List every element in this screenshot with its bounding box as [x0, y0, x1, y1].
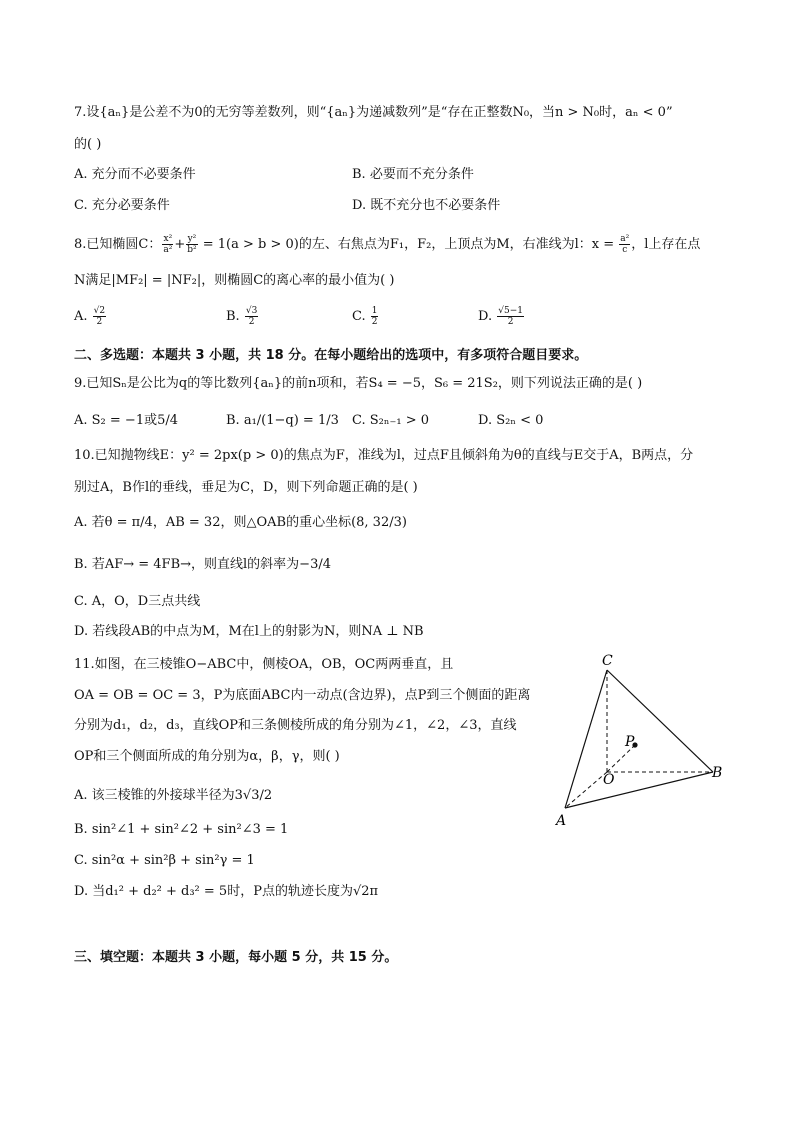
q8-stem-part-a: 8.已知椭圆C： — [74, 237, 162, 252]
q8-stem-line1: 8.已知椭圆C： $\frac{\text{x²}}{\text{a²}}$ + $\frac{\text{y²}}{\text{b²}}$ = 1(a > b > 0)的左、右焦点为F₁，F₂，上顶点为M，右准线为l：x = $\frac{\text{a²}}{c}$ ，l上存在点 — [74, 234, 701, 255]
q11-stem-line2: OA = OB = OC = 3，P为底面ABC内一动点(含边界)，点P到三个侧面的距离 — [74, 688, 531, 703]
q8-stem-part-c: ，l上存在点 — [631, 237, 701, 252]
label-o: O — [603, 772, 615, 788]
q10-option-d: D. 若线段AB的中点为M，M在l上的射影为N，则NA ⊥ NB — [74, 624, 424, 639]
q7-option-c: C. 充分必要条件 — [74, 198, 170, 213]
q10-option-a: A. 若θ = π/4，AB = 32，则△OAB的重心坐标(8, 32/3) — [74, 515, 407, 530]
q8-frac-y2b2: $\frac{\text{y²}}{\text{b²}}$ — [187, 234, 197, 255]
q8-frac-x2a2: $\frac{\text{x²}}{\text{a²}}$ — [163, 234, 173, 255]
section-3-header: 三、填空题：本题共 3 小题，每小题 5 分，共 15 分。 — [74, 950, 398, 965]
q11-stem-line1: 11.如图，在三棱锥O−ABC中，侧棱OA，OB，OC两两垂直，且 — [74, 657, 454, 672]
edge-ab — [565, 772, 713, 808]
q7-option-a: A. 充分而不必要条件 — [74, 167, 196, 182]
q8-option-a: A. $\frac{√2}{2}$ — [74, 306, 106, 327]
q8-option-d: D. $\frac{√5-1}{2}$ — [478, 306, 523, 327]
label-c: C — [602, 653, 613, 669]
q11-option-b: B. sin²∠1 + sin²∠2 + sin²∠3 = 1 — [74, 822, 289, 837]
q8-option-b: B. $\frac{√3}{2}$ — [226, 306, 258, 327]
q8-stem-part-b: = 1(a > b > 0)的左、右焦点为F₁，F₂，上顶点为M，右准线为l：x = — [198, 237, 619, 252]
q7-stem-line2: 的( ) — [74, 137, 102, 152]
q9-option-a: A. S₂ = −1或5/4 — [74, 413, 179, 428]
q9-option-c: C. S₂ₙ₋₁ > 0 — [352, 413, 429, 428]
q11-stem-line3: 分别为d₁，d₂，d₃，直线OP和三条侧棱所成的角分别为∠1，∠2，∠3，直线 — [74, 718, 517, 733]
q8-frac-a2c: $\frac{\text{a²}}{c}$ — [620, 234, 630, 255]
q11-stem-line4: OP和三个侧面所成的角分别为α，β，γ，则( ) — [74, 749, 340, 764]
q9-stem-line1: 9.已知Sₙ是公比为q的等比数列{aₙ}的前n项和，若S₄ = −5，S₆ = 21S₂，则下列说法正确的是( ) — [74, 376, 643, 391]
q9-option-d: D. S₂ₙ < 0 — [478, 413, 544, 428]
q7-option-d: D. 既不充分也不必要条件 — [352, 198, 501, 213]
q7-stem-line1: 7.设{aₙ}是公差不为0的无穷等差数列，则“{aₙ}为递减数列”是“存在正整数N₀，当n > N₀时，aₙ < 0” — [74, 105, 673, 120]
q10-stem-line2: 别过A，B作l的垂线，垂足为C，D，则下列命题正确的是( ) — [74, 480, 418, 495]
label-p: P — [625, 734, 635, 750]
q9-option-b: B. a₁/(1−q) = 1/3 — [226, 413, 339, 428]
q10-option-b: B. 若AF→ = 4FB→，则直线l的斜率为−3/4 — [74, 557, 331, 572]
edge-ca — [565, 670, 607, 808]
tetrahedron-figure — [545, 648, 735, 833]
q8-option-c: C. $\frac{1}{2}$ — [352, 306, 378, 327]
q7-option-b: B. 必要而不充分条件 — [352, 167, 474, 182]
section-2-header: 二、多选题：本题共 3 小题，共 18 分。在每小题给出的选项中，有多项符合题目要求。 — [74, 348, 588, 363]
q11-option-a: A. 该三棱锥的外接球半径为3√3/2 — [74, 788, 273, 803]
q11-option-d: D. 当d₁² + d₂² + d₃² = 5时，P点的轨迹长度为√2π — [74, 884, 379, 899]
label-a: A — [556, 813, 567, 829]
label-b: B — [712, 765, 723, 781]
q10-option-c: C. A，O，D三点共线 — [74, 594, 201, 609]
q11-option-c: C. sin²α + sin²β + sin²γ = 1 — [74, 853, 255, 868]
q10-stem-line1: 10.已知抛物线E：y² = 2px(p > 0)的焦点为F，准线为l，过点F且倾斜角为θ的直线与E交于A，B两点，分 — [74, 448, 694, 463]
q8-stem-line2: N满足|MF₂| = |NF₂|，则椭圆C的离心率的最小值为( ) — [74, 273, 395, 288]
